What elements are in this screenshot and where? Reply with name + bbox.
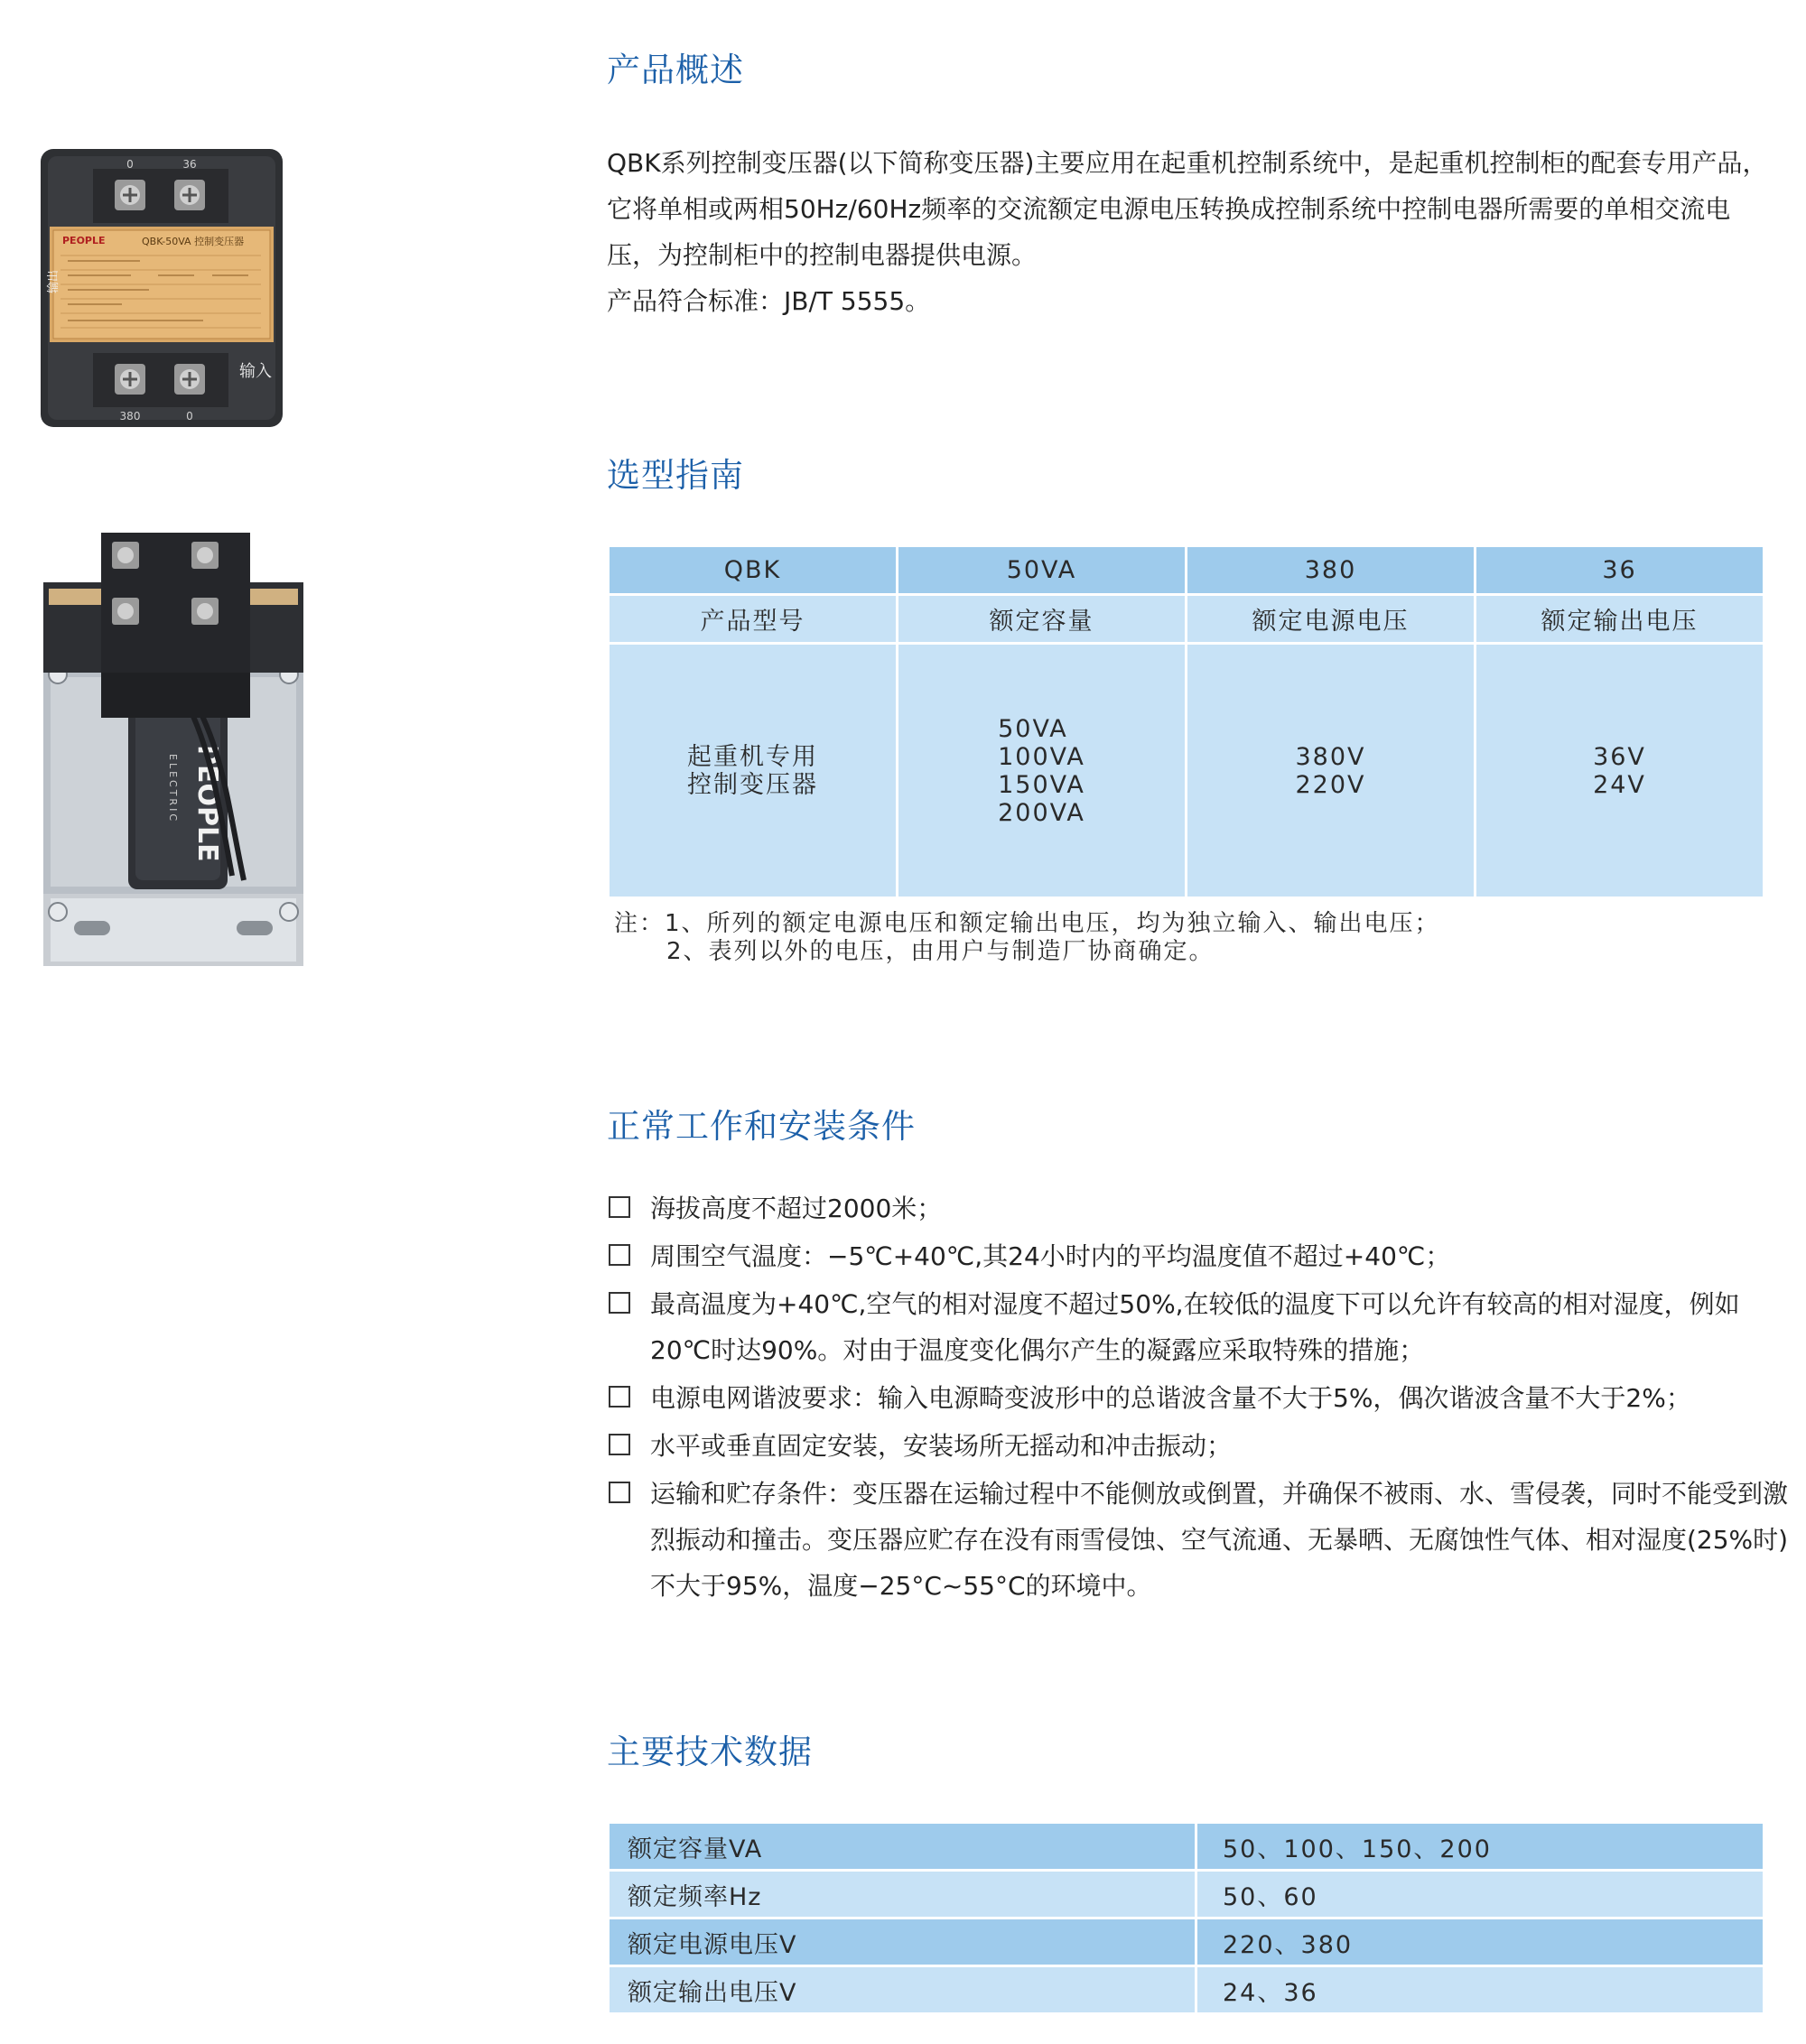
- capacity-value: 50VA: [998, 714, 1068, 743]
- coil-brand: PEOPLE: [191, 745, 223, 862]
- selection-heading: 选型指南: [607, 456, 744, 495]
- terminal-top-right-label: 36: [182, 158, 197, 171]
- overview-text: [607, 140, 1781, 324]
- note-line: 2、表列以外的电压，由用户与制造厂协商确定。: [666, 938, 1215, 965]
- condition-text: 运输和贮存条件：变压器在运输过程中不能侧放或倒置，并确保不被雨、水、雪侵袭，同时不能受到激烈振动和撞击。变压器应贮存在没有雨雪侵蚀、空气流通、无暴晒、无腐蚀性气体、相对湿度(25%时)不大于95%，温度−25°C~55°C的环境中。: [650, 1479, 1789, 1601]
- terminal-bottom-right-label: 0: [186, 410, 193, 423]
- table-cell-output: [1476, 644, 1764, 898]
- condition-text: 最高温度为+40℃,空气的相对湿度不超过50%,在较低的温度下可以允许有较高的相对湿度，例如20℃时达90%。对由于温度变化偶尔产生的凝露应采取特殊的措施；: [650, 1289, 1740, 1365]
- table-cell: 50VA: [898, 546, 1187, 595]
- condition-text: 电源电网谐波要求：输入电源畸变波形中的总谐波含量不大于5%，偶次谐波含量不大于2%；: [650, 1383, 1691, 1413]
- table-cell-supply: [1187, 644, 1476, 898]
- list-item: [607, 1423, 1799, 1469]
- checkbox-icon: [609, 1482, 630, 1503]
- list-item: [607, 1185, 1799, 1231]
- supply-value: 220V: [1295, 770, 1366, 799]
- terminal-top-left-label: 0: [126, 158, 134, 171]
- table-row: [609, 1871, 1764, 1919]
- table-cell: 额定容量: [898, 595, 1187, 644]
- table-row: [609, 644, 1764, 898]
- tech-label: 额定容量VA: [609, 1823, 1196, 1871]
- checkbox-icon: [609, 1434, 630, 1455]
- table-cell: 36: [1476, 546, 1764, 595]
- note-line: 注：1、所列的额定电源电压和额定输出电压，均为独立输入、输出电压；: [614, 910, 1440, 937]
- list-item: [607, 1281, 1799, 1373]
- supply-value: 380V: [1295, 742, 1366, 771]
- tech-value: 50、60: [1196, 1871, 1764, 1919]
- tech-label: 额定电源电压V: [609, 1919, 1196, 1966]
- conditions-list: [607, 1185, 1799, 1611]
- tech-table: [607, 1821, 1765, 2015]
- output-value: 36V: [1593, 742, 1646, 771]
- table-row: [609, 546, 1764, 595]
- list-item: [607, 1375, 1799, 1421]
- selection-notes: [614, 910, 1440, 966]
- tech-heading: 主要技术数据: [607, 1733, 813, 1771]
- transformer-top-view-image: [41, 149, 283, 427]
- tech-value: 50、100、150、200: [1196, 1823, 1764, 1871]
- table-cell: 380: [1187, 546, 1476, 595]
- table-row: [609, 1823, 1764, 1871]
- list-item: [607, 1471, 1799, 1609]
- table-cell-product: [609, 644, 898, 898]
- coil-brand-sub: ELECTRIC: [167, 754, 179, 823]
- table-cell: 额定输出电压: [1476, 595, 1764, 644]
- checkbox-icon: [609, 1386, 630, 1408]
- table-row: [609, 1966, 1764, 2014]
- overview-standard: 产品符合标准：JB/T 5555。: [607, 286, 931, 316]
- checkbox-icon: [609, 1196, 630, 1218]
- table-cell-capacity: [898, 644, 1187, 898]
- checkbox-icon: [609, 1292, 630, 1314]
- condition-text: 海拔高度不超过2000米；: [650, 1194, 943, 1223]
- checkbox-icon: [609, 1244, 630, 1266]
- overview-body: QBK系列控制变压器(以下简称变压器)主要应用在起重机控制系统中，是起重机控制柜的配套专用产品，它将单相或两相50Hz/60Hz频率的交流额定电源电压转换成控制系统中控制电器所需要的单相交流电压，为控制柜中的控制电器提供电源。: [607, 148, 1768, 270]
- table-row: [609, 595, 1764, 644]
- tech-value: 220、380: [1196, 1919, 1764, 1966]
- terminal-bottom-left-label: 380: [119, 410, 141, 423]
- table-cell: QBK: [609, 546, 898, 595]
- tech-label: 额定频率Hz: [609, 1871, 1196, 1919]
- capacity-value: 200VA: [998, 798, 1085, 827]
- capacity-value: 150VA: [998, 770, 1085, 799]
- table-row: [609, 1919, 1764, 1966]
- table-cell: 额定电源电压: [1187, 595, 1476, 644]
- nameplate-model: QBK-50VA 控制变压器: [142, 236, 245, 247]
- tech-value: 24、36: [1196, 1966, 1764, 2014]
- product-line: 起重机专用: [687, 742, 818, 771]
- selection-table: [607, 544, 1765, 899]
- list-item: [607, 1233, 1799, 1279]
- overview-heading: 产品概述: [607, 51, 744, 89]
- nameplate-brand: PEOPLE: [62, 235, 106, 246]
- table-cell: 产品型号: [609, 595, 898, 644]
- condition-text: 周围空气温度：−5℃+40℃,其24小时内的平均温度值不超过+40℃；: [650, 1241, 1451, 1271]
- conditions-heading: 正常工作和安装条件: [607, 1107, 916, 1146]
- side-label-output: 输出: [47, 269, 61, 293]
- output-value: 24V: [1593, 770, 1646, 799]
- product-line: 控制变压器: [687, 770, 818, 799]
- tech-label: 额定输出电压V: [609, 1966, 1196, 2014]
- capacity-value: 100VA: [998, 742, 1085, 771]
- transformer-side-view-image: [38, 533, 309, 971]
- side-label-input: 输入: [239, 362, 272, 381]
- condition-text: 水平或垂直固定安装，安装场所无摇动和冲击振动；: [650, 1431, 1233, 1461]
